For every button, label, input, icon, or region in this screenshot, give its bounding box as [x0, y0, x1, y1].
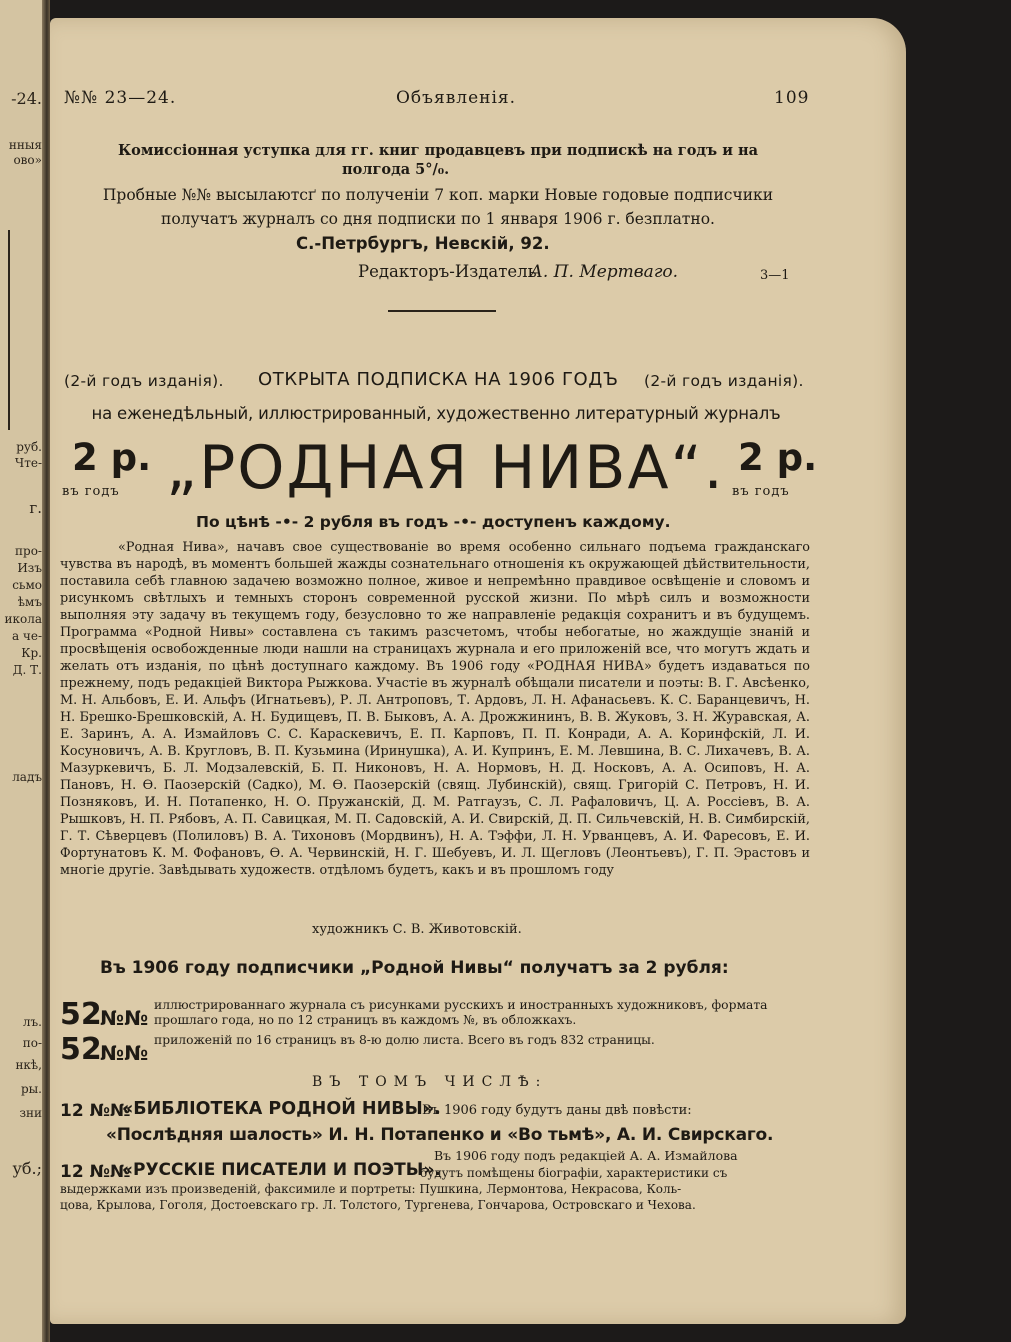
journal-page	[50, 18, 906, 1324]
in-that-number: ВЪ ТОМЪ ЧИСЛѢ:	[312, 1074, 548, 1090]
item2-numero-sign: №№	[100, 1041, 149, 1065]
library-works: «Послѣдняя шалость» И. Н. Потапенко и «Во тьмѣ», А. И. Свирскаго.	[106, 1125, 774, 1145]
previous-page-edge	[0, 0, 42, 1342]
item1-numero-sign: №№	[100, 1006, 149, 1030]
item2-count: 52	[60, 1032, 102, 1067]
price-left-unit: въ годъ	[62, 484, 120, 499]
previous-page-fragment: Чте-	[14, 456, 42, 470]
previous-page-fragment: про-	[15, 544, 42, 558]
editor-label: Редакторъ-Издатель	[358, 262, 537, 281]
previous-page-fragment: Д. Т.	[12, 663, 42, 677]
previous-page-fragment: зни	[19, 1106, 42, 1120]
previous-page-rule	[8, 230, 10, 430]
price-right-unit: въ годъ	[732, 484, 790, 499]
previous-page-fragment: икола	[4, 612, 42, 626]
writers-editor-note: Въ 1906 году подъ редакціей А. А. Измайлова	[434, 1148, 738, 1163]
editor-name: А. П. Мертваго.	[530, 262, 679, 282]
price-right: 2 р.	[738, 436, 818, 479]
previous-page-fragment: лъ.	[22, 1015, 42, 1029]
edition-year-left: (2-й годъ изданія).	[64, 372, 224, 390]
previous-page-fragment: ово»	[13, 153, 42, 167]
price-left: 2 р.	[72, 436, 152, 479]
item2-description: приложеній по 16 страницъ въ 8-ю долю листа. Всего въ годъ 832 страницы.	[154, 1033, 655, 1047]
journal-title: „РОДНАЯ НИВА“.	[166, 433, 725, 503]
previous-page-fragment: нкѣ,	[15, 1058, 42, 1072]
page-gutter	[42, 0, 50, 1342]
new-subscribers-line: получатъ журналъ со дня подписки по 1 января 1906 г. безплатно.	[161, 210, 715, 228]
previous-page-fragment: уб.;	[12, 1160, 42, 1178]
item1-count: 52	[60, 997, 102, 1032]
previous-page-fragment: нныя	[8, 138, 42, 152]
publisher-address: С.-Петрбургъ, Невскій, 92.	[296, 234, 550, 253]
writers-text-3: цова, Крылова, Гоголя, Достоевскаго гр. Л. Толстого, Тургенева, Гончарова, Островскаго и Чехова.	[60, 1198, 696, 1212]
journal-description: на еженедѣльный, иллюстрированный, художественно литературный журналъ	[91, 404, 781, 423]
previous-page-fragment: а че-	[11, 629, 42, 643]
issue-number: №№ 23—24.	[64, 88, 177, 108]
journal-description-body: «Родная Нива», начавъ свое существованіе во время особенно сильнаго подъема гражданскаго чувства въ народѣ, въ моментъ большей жажды сознательнаго отношенія къ окружающей дѣйствительности, поставила себѣ главною задачею возможно полное, живое и непремѣнно правдивое освѣщеніе и словомъ и рисункомъ свѣтлыхъ и темныхъ сторонъ современной русской жизни. По мѣрѣ силъ и возможности выполняя эту задачу въ текущемъ году, безусловно то же направленіе редакція сохранитъ и въ будущемъ. Программа «Родной Нивы» составлена съ такимъ разсчетомъ, чтобы небогатые, но жаждущіе знаній и просвѣщенія освобожденные люди нашли на страницахъ журнала и его приложеній все, что могутъ ждать и желать отъ изданія, по цѣнѣ доступнаго каждому. Въ 1906 году «РОДНАЯ НИВА» будетъ издаваться по прежнему, подъ редакціей Виктора Рыжкова. Участіе въ журналѣ обѣщали писатели и поэты: В. Г. Авсѣенко, М. Н. Альбовъ, Е. И. Альфъ (Игнатьевъ), Р. Л. Антроповъ, Т. Ардовъ, Л. Н. Афанасьевъ. К. С. Баранцевичъ, Н. Н. Брешко-Брешковскій, А. Н. Будищевъ, П. В. Быковъ, А. А. Дрожжининъ, В. В. Жуковъ, З. Н. Журавская, А. Е. Заринъ, А. А. Измайловъ С. С. Караскевичъ, Е. П. Карповъ, П. П. Конради, А. А. Коринфскій, Л. И. Косуновичъ, А. В. Кругловъ, В. П. Кузьмина (Иринушка), А. И. Купринъ, Е. М. Левшина, В. С. Лихачевъ, В. А. Мазуркевичъ, Б. Л. Модзалевскій, Б. П. Никоновъ, Н. А. Нормовъ, Н. Д. Носковъ, А. А. Осиповъ, Н. А. Пановъ, Н. Ѳ. Паозерскій (Садко), М. Ѳ. Паозерскій (свящ. Лубинскій), свящ. Григорій С. Петровъ, Н. И. Позняковъ, И. Н. Потапенко, Н. О. Пружанскій, Д. М. Ратгаузъ, С. Л. Рафаловичъ, Ц. А. Россіевъ, В. А. Рышковъ, Н. П. Рябовъ, А. П. Савицкая, М. П. Садовскій, А. И. Свирскій, Д. П. Сильчевскій, Н. В. Симбирскій, Г. Т. Сѣверцевъ (Полиловъ) В. А. Тихоновъ (Мордвинъ), Н. А. Тэффи, Л. Н. Урванцевъ, А. И. Фаресовъ, Е. И. Фортунатовъ К. М. Фофановъ, Ѳ. А. Червинскій, Н. Г. Шебуевъ, И. Л. Щегловъ (Леонтьевъ), Г. П. Эрастовъ и многіе другіе. Завѣдывать художеств. отдѣломъ будетъ, какъ и въ прошломъ году	[60, 540, 810, 878]
previous-page-fragment: сьмо	[12, 578, 42, 592]
commission-line: Комиссіонная уступка для гг. книг продавцевъ при подпискѣ на годъ и на	[117, 142, 759, 159]
price-slogan: По цѣнѣ -•- 2 рубля въ годъ -•- доступенъ каждому.	[196, 513, 671, 531]
previous-page-fragment: Кр.	[21, 646, 42, 660]
previous-page-fragment: ѣмъ	[17, 595, 42, 609]
previous-page-fragment: руб.	[16, 440, 42, 454]
section-divider	[388, 310, 496, 312]
commission-line-2: полгода 5°/₀.	[342, 161, 450, 178]
edition-year-right: (2-й годъ изданія).	[644, 372, 804, 390]
previous-page-fragment: Изъ	[17, 561, 42, 575]
previous-page-fragment: г.	[29, 500, 42, 517]
item1-description: иллюстрированнаго журнала съ рисунками русскихъ и иностранныхъ художниковъ, формата прошлаго года, но по 12 страницъ въ каждомъ №, въ обложкахъ.	[154, 998, 768, 1027]
writers-text-1: будутъ помѣщены біографіи, характеристики съ	[420, 1166, 728, 1180]
subscription-headline: ОТКРЫТА ПОДПИСКА НА 1906 ГОДЪ	[258, 369, 619, 390]
library-note: Въ 1906 году будутъ даны двѣ повѣсти:	[422, 1103, 692, 1118]
previous-page-fragment: -24.	[11, 90, 42, 108]
writers-title: «РУССКІЕ ПИСАТЕЛИ И ПОЭТЫ».	[122, 1160, 441, 1180]
writers-count: 12 №№	[60, 1162, 131, 1182]
sample-issues-line: Пробные №№ высылаютсґ по полученіи 7 коп. марки Новые годовые подписчики	[102, 186, 774, 204]
previous-page-fragment: ры.	[20, 1082, 42, 1096]
section-title: Объявленія.	[396, 88, 517, 108]
offer-heading: Въ 1906 году подписчики „Родной Нивы“ получатъ за 2 рубля:	[100, 958, 729, 978]
issue-mark: 3—1	[760, 268, 790, 283]
page-number: 109	[774, 88, 810, 108]
previous-page-fragment: по-	[22, 1036, 42, 1050]
library-count: 12 №№	[60, 1101, 131, 1121]
previous-page-fragment: ладъ	[12, 770, 42, 784]
library-title: «БИБЛІОТЕКА РОДНОЙ НИВЫ».	[122, 1099, 441, 1119]
writers-text-2: выдержками изъ произведеній, факсимиле и портреты: Пушкина, Лермонтова, Некрасова, Коль-	[60, 1182, 682, 1196]
body-last-line: художникъ С. В. Животовскій.	[312, 922, 522, 937]
